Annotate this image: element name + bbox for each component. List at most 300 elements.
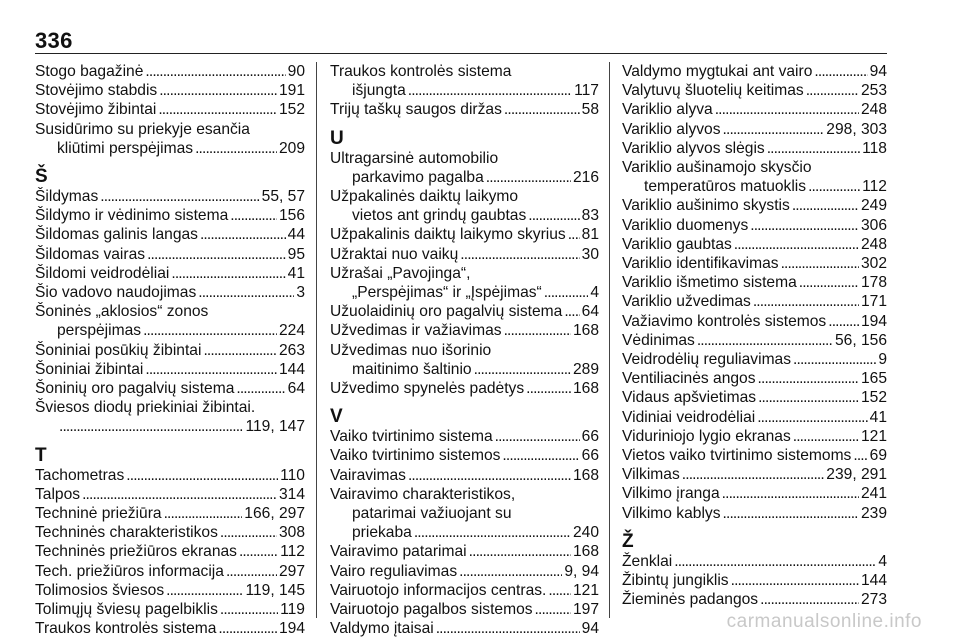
index-entry [35,120,305,158]
page-reference[interactable]: 289 [572,360,599,378]
entry-term: Variklio alyvos [622,120,721,138]
section-letter-heading: U [330,127,344,149]
section-letter-heading: V [330,406,343,428]
entry-continuation-line [330,206,599,225]
page-reference[interactable]: 30 [581,245,599,263]
dot-leader [731,571,859,590]
entry-term: Susidūrimo su priekyje esančia [35,120,250,138]
dot-leader [460,245,579,264]
entry-term: vietos ant grindų gaubtas [352,207,527,225]
page-reference[interactable]: 118 [862,139,887,157]
entry-term-line [622,427,887,446]
entry-term: Vaiko tvirtinimo sistemos [330,447,501,465]
entry-term-line [330,485,599,504]
entry-term: Ultragarsinė automobilio [330,149,499,167]
page-reference[interactable]: 121 [572,581,599,599]
page-reference[interactable]: 171 [860,293,887,311]
dot-leader [502,446,579,465]
dot-leader [806,81,859,100]
index-entry [330,619,599,638]
entry-term-line [330,264,599,283]
dot-leader [697,331,833,350]
entry-term-line [622,139,887,158]
entry-term: Valdymo mygtukai ant vairo [622,63,813,80]
page-reference[interactable]: 121 [860,427,887,445]
index-entry [35,341,305,360]
index-entry [622,484,887,503]
entry-term: Užvedimas ir važiavimas [330,322,502,340]
entry-term-line [35,341,305,360]
index-entry [622,504,887,523]
page-reference[interactable]: 165 [860,370,887,388]
entry-term-line [622,331,887,350]
entry-continuation-line [330,168,599,187]
dot-leader [757,408,867,427]
index-entry [330,264,599,302]
entry-term-line [622,158,887,177]
entry-term: kliūtimi perspėjimas [57,139,194,157]
entry-term-line [330,581,599,600]
dot-leader [200,225,286,244]
entry-continuation-line [35,139,305,158]
index-entry [330,149,599,187]
entry-term-line [622,235,887,254]
page-reference[interactable]: 152 [860,389,887,407]
page-reference[interactable]: 166, 297 [244,505,305,523]
dot-leader [171,264,285,283]
entry-term-line [330,245,599,264]
dot-leader [145,360,277,379]
page-reference[interactable]: 3 [296,284,305,302]
entry-term: Užuolaidinių oro pagalvių sistema [330,303,563,321]
page-reference[interactable]: 4 [878,552,887,570]
page-reference[interactable]: 253 [860,82,887,100]
entry-continuation-line [330,283,599,302]
dot-leader [414,523,571,542]
page-reference[interactable]: 216 [572,168,599,186]
page-reference[interactable]: 94 [581,620,599,638]
page-reference[interactable]: 178 [860,274,887,292]
entry-term-line [330,321,599,340]
page-reference[interactable]: 240 [572,524,599,542]
entry-term: Šoniniai žibintai [35,360,144,378]
page-reference[interactable]: 298, 303 [826,120,887,138]
index-entry [622,81,887,100]
index-entry [35,81,305,100]
entry-term-line [330,100,599,119]
entry-term-line [35,264,305,283]
entry-term: Stovėjimo stabdis [35,82,158,100]
page-reference[interactable]: 4 [590,284,599,302]
dot-leader [564,302,579,321]
page-reference[interactable]: 83 [581,207,599,225]
entry-term: Vairavimas [330,466,406,484]
entry-term-line [330,379,599,398]
index-entry [35,523,305,542]
index-entry [330,302,599,321]
entry-term: Užpakalinis daiktų laikymo skyrius [330,226,566,244]
page-reference[interactable]: 144 [278,360,305,378]
entry-term: Vairuotojo pagalbos sistemos [330,601,533,619]
index-entry [622,216,887,235]
entry-term: Vairuotojo informacijos centras. [330,581,547,599]
page-reference[interactable]: 112 [280,543,305,561]
index-entry [35,62,305,81]
entry-term-line [35,62,305,81]
entry-term: Vilkimas [622,466,680,484]
page-reference[interactable]: 156 [278,207,305,225]
index-entry [35,504,305,523]
page-reference[interactable]: 64 [287,380,305,398]
dot-leader [226,562,277,581]
page-reference[interactable]: 94 [869,63,887,80]
entry-term: Stogo bagažinė [35,63,144,80]
entry-term: Tolimųjų šviesų pagelbiklis [35,601,218,619]
dot-leader [166,581,243,600]
index-entry [622,571,887,590]
page-reference[interactable]: 168 [572,322,599,340]
dot-leader [544,283,589,302]
entry-term: Šildymas [35,188,99,206]
dot-leader [722,484,859,503]
entry-term-line [622,196,887,215]
entry-term: Šildomi veidrodėliai [35,264,170,282]
entry-continuation-line [622,177,887,196]
dot-leader [218,619,277,638]
entry-term-line [35,581,305,600]
dot-leader [760,590,859,609]
page-reference[interactable]: 306 [860,216,887,234]
entry-term: Užpakalinės daiktų laikymo [330,188,519,206]
index-entry [330,446,599,465]
index-entry [35,581,305,600]
entry-term-line [622,465,887,484]
entry-term-line [622,446,887,465]
page-reference[interactable]: 44 [287,226,305,244]
page-reference[interactable]: 297 [278,562,305,580]
page-reference[interactable]: 248 [860,235,887,253]
page-reference[interactable]: 112 [862,178,887,196]
index-entry [330,321,599,340]
dot-leader [474,360,571,379]
entry-term: Šildomas vairas [35,245,146,263]
entry-term: Tech. priežiūros informacija [35,562,224,580]
entry-term-line [35,225,305,244]
entry-term-line [622,120,887,139]
entry-term: Variklio gaubtas [622,235,732,253]
index-entry [622,465,887,484]
entry-term-line [622,484,887,503]
page-reference[interactable]: 119 [280,601,305,619]
entry-term: Variklio alyvos slėgis [622,139,765,157]
index-entry [622,388,887,407]
dot-leader [436,619,580,638]
index-entry [330,542,599,561]
index-entry [330,379,599,398]
page-reference[interactable]: 9, 94 [564,562,599,580]
dot-leader [126,466,278,485]
column-divider [609,62,610,618]
entry-term-line [35,206,305,225]
index-entry [622,292,887,311]
page-reference[interactable]: 273 [860,591,887,609]
dot-leader [682,465,825,484]
page-reference[interactable]: 58 [581,101,599,119]
entry-term-line [330,341,599,360]
entry-term-line [622,350,887,369]
entry-term: Ventiliacinės angos [622,370,756,388]
entry-term: Šoninių oro pagalvių sistema [35,380,235,398]
entry-term: Viduriniojo lygio ekranas [622,427,791,445]
page-reference[interactable]: 241 [860,485,887,503]
index-entry [35,562,305,581]
entry-continuation-line [330,523,599,542]
index-entry [622,312,887,331]
entry-term: parkavimo pagalba [352,168,484,186]
section-letter-heading: Š [35,166,48,188]
entry-term-line [622,273,887,292]
dot-leader [158,100,277,119]
entry-term: Traukos kontrolės sistema [330,63,512,80]
entry-term-line [330,187,599,206]
entry-term: patarimai važiuojant su [352,505,512,523]
dot-leader [203,341,277,360]
index-entry [35,187,305,206]
entry-term: Techninė priežiūra [35,505,162,523]
page-reference[interactable]: 314 [278,485,305,503]
entry-term-line [35,100,305,119]
page-reference[interactable]: 41 [287,264,305,282]
dot-leader [723,120,825,139]
entry-term: išjungta [352,82,406,100]
page-reference[interactable]: 239, 291 [826,466,887,484]
header-rule [35,53,887,54]
entry-term: Variklio aušinamojo skysčio [622,159,812,177]
page-reference[interactable]: 56, 156 [834,331,887,349]
index-entry [35,245,305,264]
entry-term-line [622,369,887,388]
page-reference[interactable]: 168 [572,543,599,561]
entry-term: Žibintų jungiklis [622,572,729,590]
entry-term-line [622,254,887,273]
entry-term-line [35,485,305,504]
dot-leader [799,273,859,292]
page-reference[interactable]: 9 [878,351,887,369]
page-reference[interactable]: 110 [280,466,305,484]
page-reference[interactable]: 95 [287,245,305,263]
dot-leader [814,62,867,81]
index-entry [622,590,887,609]
entry-term-line [622,408,887,427]
dot-leader [758,388,859,407]
dot-leader [239,542,278,561]
index-entry [622,369,887,388]
entry-term: Užrašai „Pavojinga“, [330,264,471,282]
entry-term-line [35,187,305,206]
entry-continuation-line [330,81,599,100]
index-column-1 [35,62,305,638]
page-reference[interactable]: 119, 147 [245,418,305,436]
dot-leader [758,369,859,388]
entry-continuation-line [35,321,305,340]
entry-term-line [35,504,305,523]
entry-term: Užvedimo spynelės padėtys [330,380,525,398]
page-reference[interactable]: 66 [581,447,599,465]
entry-term: Šio vadovo naudojimas [35,284,197,302]
entry-term-line [35,81,305,100]
entry-term: Šoniniai posūkių žibintai [35,341,202,359]
section-letter-heading: T [35,444,47,466]
page-reference[interactable]: 308 [278,524,305,542]
page-reference[interactable]: 239 [860,504,887,522]
dot-leader [715,100,859,119]
index-entry [622,331,887,350]
page-reference[interactable]: 168 [572,380,599,398]
page-number: 336 [35,28,73,53]
page-reference[interactable]: 248 [860,101,887,119]
page-reference[interactable]: 197 [572,601,599,619]
index-entry [622,100,887,119]
page-reference[interactable]: 152 [278,101,305,119]
index-entry [330,100,599,119]
entry-term: Žieminės padangos [622,591,759,609]
entry-term: Traukos kontrolės sistema [35,620,217,638]
page-reference[interactable]: 194 [860,312,887,330]
entry-term: Vidaus apšvietimas [622,389,757,407]
entry-continuation-line [330,360,599,379]
dot-leader [230,206,277,225]
index-entry [330,466,599,485]
index-entry [35,379,305,398]
entry-term-line [622,552,887,571]
entry-term: Vilkimo kablys [622,504,721,522]
entry-term-line [622,388,887,407]
page-reference[interactable]: 117 [574,82,599,100]
index-entry [622,254,887,273]
entry-term-line [35,120,305,139]
page-reference[interactable]: 194 [278,620,305,638]
page-reference[interactable]: 168 [572,466,599,484]
page-reference[interactable]: 66 [581,428,599,446]
index-entry [330,225,599,244]
entry-term-line [622,62,887,81]
page-reference[interactable]: 224 [278,322,305,340]
entry-term: Stovėjimo žibintai [35,101,157,119]
index-entry [35,600,305,619]
dot-leader [808,177,860,196]
index-entry [35,619,305,638]
index-entry [622,139,887,158]
dot-leader [408,81,572,100]
entry-term: Važiavimo kontrolės sistemos [622,312,827,330]
entry-term-line [330,446,599,465]
column-divider [316,62,317,618]
index-entry [622,158,887,196]
dot-leader [159,81,277,100]
entry-term: Ženklai [622,552,673,570]
entry-continuation-line [35,417,305,436]
entry-term-line [35,379,305,398]
entry-term: Techninės priežiūros ekranas [35,543,237,561]
index-entry [622,62,887,81]
index-column-3 [622,62,887,609]
page-reference[interactable]: 191 [278,82,305,100]
index-entry [622,235,887,254]
entry-term: Šoninės „aklosios“ zonos [35,303,209,321]
entry-term: Variklio alyva [622,101,713,119]
entry-term-line [330,427,599,446]
page-reference[interactable]: 209 [278,139,305,157]
dot-leader [504,321,571,340]
entry-term-line [35,398,305,417]
page-reference[interactable]: 69 [869,447,887,465]
page-reference[interactable]: 119, 145 [245,581,305,599]
dot-leader [100,187,259,206]
dot-leader [143,321,277,340]
entry-term: Šildymo ir vėdinimo sistema [35,207,229,225]
dot-leader [828,312,859,331]
dot-leader [408,466,571,485]
entry-term-line [35,542,305,561]
page-reference[interactable]: 90 [287,63,305,80]
page-reference[interactable]: 81 [581,226,599,244]
index-entry [35,100,305,119]
page-reference[interactable]: 64 [581,303,599,321]
page-reference[interactable]: 249 [860,197,887,215]
dot-leader [459,562,562,581]
index-entry [35,360,305,379]
entry-term-line [35,466,305,485]
entry-term-line [622,571,887,590]
entry-term: Vairo reguliavimas [330,562,458,580]
entry-term-line [35,600,305,619]
dot-leader [793,350,876,369]
entry-term: Techninės charakteristikos [35,524,218,542]
page-reference[interactable]: 55, 57 [261,188,305,206]
index-entry [35,542,305,561]
entry-term-line [35,360,305,379]
dot-leader [195,139,277,158]
page-reference[interactable]: 41 [869,408,887,426]
dot-leader [723,504,859,523]
entry-term-line [330,466,599,485]
entry-term-line [330,542,599,561]
index-entry [622,350,887,369]
dot-leader [504,100,580,119]
entry-term-line [330,562,599,581]
index-entry [330,245,599,264]
entry-term: Vilkimo įranga [622,485,720,503]
entry-term: Variklio užvedimas [622,293,751,311]
entry-continuation-line [330,504,599,523]
page-reference[interactable]: 302 [860,255,887,273]
dot-leader [220,600,278,619]
index-entry [35,264,305,283]
entry-term-line [35,302,305,321]
index-entry [330,341,599,379]
index-entry [622,552,887,571]
page-reference[interactable]: 144 [860,572,887,590]
index-entry [330,562,599,581]
entry-term-line [35,562,305,581]
index-entry [330,581,599,600]
dot-leader [781,254,859,273]
index-entry [35,206,305,225]
page-reference[interactable]: 263 [278,341,305,359]
entry-term-line [622,216,887,235]
entry-term: Šildomas galinis langas [35,226,198,244]
section-letter-heading: Ž [622,530,634,552]
